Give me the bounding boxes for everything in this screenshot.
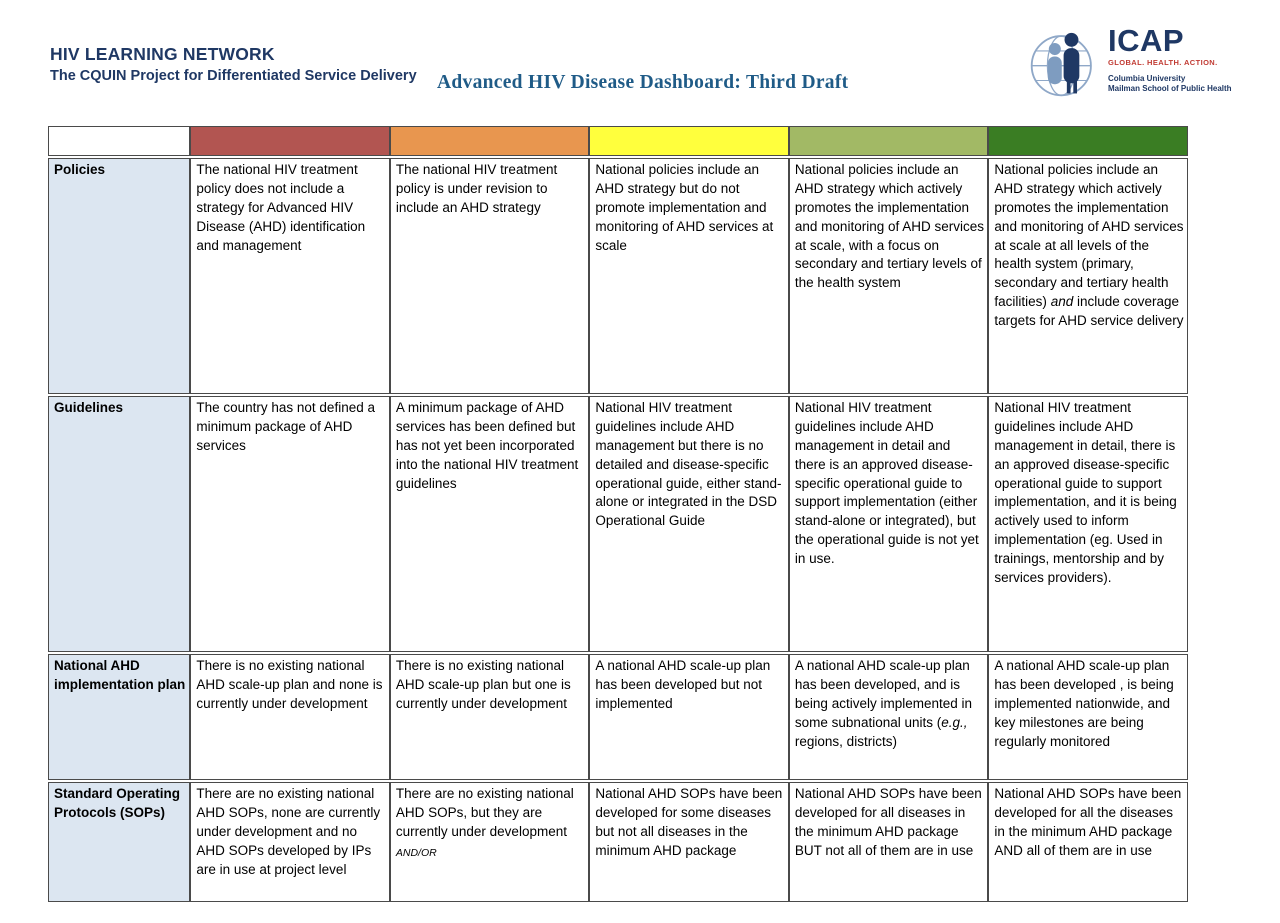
cell-text-segment: National AHD SOPs have been developed for all diseases in the minimum AHD package BUT not all of them are in use: [794, 786, 982, 858]
cell-text-segment: The national HIV treatment policy does not include a strategy for Advanced HIV Disease (AHD) identification and management: [196, 162, 366, 253]
rubric-cell-guidelines-level-2: [390, 396, 590, 652]
rubric-cell-guidelines-level-4: [789, 396, 989, 652]
rubric-cell-policies-level-2: [390, 158, 590, 394]
page-title: Advanced HIV Disease Dashboard: Third Draft: [437, 72, 849, 93]
rubric-cell-standard-operating-protocols-sops-level-3: [589, 782, 789, 902]
rubric-cell-standard-operating-protocols-sops-level-1: [190, 782, 390, 902]
scale-header-row: [48, 126, 1188, 156]
scale-header-cell-level-3: [589, 126, 789, 156]
cell-text-segment: National policies include an AHD strategy but do not promote implementation and monitoring of AHD services at scale: [595, 162, 774, 253]
row-header-guidelines: Guidelines: [48, 396, 190, 652]
row-header-policies: Policies: [48, 158, 190, 394]
icap-logo-tagline: GLOBAL. HEALTH. ACTION.: [1108, 58, 1218, 68]
icap-logo-text: [1108, 20, 1232, 93]
icap-logo: [1028, 20, 1232, 104]
scale-header-cell-level-5: [988, 126, 1188, 156]
cell-text-segment: A minimum package of AHD services has been defined but has not yet been incorporated into the national HIV treatment guidelines: [395, 400, 579, 491]
org-name: HIV LEARNING NETWORK: [50, 44, 275, 64]
rubric-cell-policies-level-5: [988, 158, 1188, 394]
org-subtitle: The CQUIN Project for Differentiated Service Delivery: [50, 68, 417, 84]
rubric-cell-national-ahd-implementation-plan-level-4: [789, 654, 989, 780]
scale-header-cell-level-1: [190, 126, 390, 156]
rubric-cell-standard-operating-protocols-sops-level-5: [988, 782, 1188, 902]
cell-text-segment: AND/OR: [395, 846, 437, 859]
rubric-cell-guidelines-level-5: [988, 396, 1188, 652]
cell-text-segment: There are no existing national AHD SOPs, none are currently under development and no AHD SOPs developed by IPs are in use at project level: [196, 786, 381, 877]
rubric-cell-national-ahd-implementation-plan-level-2: [390, 654, 590, 780]
icap-logo-affiliation-2: Mailman School of Public Health: [1108, 84, 1232, 94]
rubric-table: [48, 124, 1188, 904]
rubric-cell-guidelines-level-1: [190, 396, 390, 652]
icap-logo-affiliation-1: Columbia University: [1108, 74, 1186, 84]
cell-text-segment: and: [1050, 294, 1074, 310]
cell-text-segment: National AHD SOPs have been developed for some diseases but not all diseases in the minimum AHD package: [595, 786, 783, 858]
cell-text-segment: There are no existing national AHD SOPs, but they are currently under development: [395, 786, 574, 839]
rubric-cell-standard-operating-protocols-sops-level-4: [789, 782, 989, 902]
icap-logo-name: ICAP: [1108, 23, 1185, 58]
cell-text-segment: There is no existing national AHD scale-up plan and none is currently under development: [196, 658, 383, 711]
rubric-cell-standard-operating-protocols-sops-level-2: [390, 782, 590, 902]
cell-text-segment: include coverage targets for AHD service delivery: [994, 294, 1184, 329]
rubric-cell-policies-level-1: [190, 158, 390, 394]
table-row-guidelines: [48, 396, 1188, 652]
cell-text-segment: National HIV treatment guidelines include AHD management in detail and there is an approved disease-specific operational guide to support implementation (either stand-alone or integrated), but the operational guide is not yet in use.: [794, 400, 979, 567]
cell-text-segment: There is no existing national AHD scale-up plan but one is currently under development: [395, 658, 571, 711]
rubric-table-body: [48, 126, 1188, 902]
scale-header-cell-blank: [48, 126, 190, 156]
scale-header-cell-level-2: [390, 126, 590, 156]
rubric-cell-policies-level-4: [789, 158, 989, 394]
cell-text-segment: National AHD SOPs have been developed for all the diseases in the minimum AHD package AND all of them are in use: [994, 786, 1182, 858]
cell-text-segment: regions, districts): [794, 733, 897, 749]
row-header-standard-operating-protocols-sops: Standard Operating Protocols (SOPs): [48, 782, 190, 902]
table-row-policies: [48, 158, 1188, 394]
cell-text-segment: A national AHD scale-up plan has been developed, and is being actively implemented in some subnational units (: [794, 658, 973, 730]
icap-globe-logo-icon: [1028, 20, 1102, 104]
scale-header-cell-level-4: [789, 126, 989, 156]
cell-text-segment: A national AHD scale-up plan has been developed , is being implemented nationwide, and key milestones are being regularly monitored: [994, 658, 1174, 749]
cell-text-segment: National HIV treatment guidelines include AHD management in detail, there is an approved disease-specific operational guide to support implementation, and it is being actively used to inform implementation (eg. Used in trainings, mentorship and by services providers).: [994, 400, 1177, 586]
cell-text-segment: National policies include an AHD strategy which actively promotes the implementation and monitoring of AHD services at scale, with a focus on secondary and tertiary levels of the health system: [794, 162, 984, 291]
rubric-cell-national-ahd-implementation-plan-level-5: [988, 654, 1188, 780]
rubric-cell-national-ahd-implementation-plan-level-1: [190, 654, 390, 780]
table-row-standard-operating-protocols-sops: [48, 782, 1188, 902]
row-header-national-ahd-implementation-plan: National AHD implementation plan: [48, 654, 190, 780]
rubric-cell-guidelines-level-3: [589, 396, 789, 652]
rubric-cell-national-ahd-implementation-plan-level-3: [589, 654, 789, 780]
cell-text-segment: The country has not defined a minimum package of AHD services: [196, 400, 375, 453]
table-row-national-ahd-implementation-plan: [48, 654, 1188, 780]
rubric-cell-policies-level-3: [589, 158, 789, 394]
cell-text-segment: National policies include an AHD strategy which actively promotes the implementation and monitoring of AHD services at scale at all levels of the health system (primary, secondary and tertiary health facilities): [994, 162, 1184, 310]
cell-text-segment: A national AHD scale-up plan has been developed but not implemented: [595, 658, 771, 711]
cell-text-segment: e.g.,: [941, 714, 968, 730]
cell-text-segment: The national HIV treatment policy is under revision to include an AHD strategy: [395, 162, 558, 215]
cell-text-segment: National HIV treatment guidelines include AHD management but there is no detailed and disease-specific operational guide, either stand-alone or integrated in the DSD Operational Guide: [595, 400, 782, 529]
rubric-table-container: [48, 124, 1188, 904]
org-block: [50, 44, 417, 84]
